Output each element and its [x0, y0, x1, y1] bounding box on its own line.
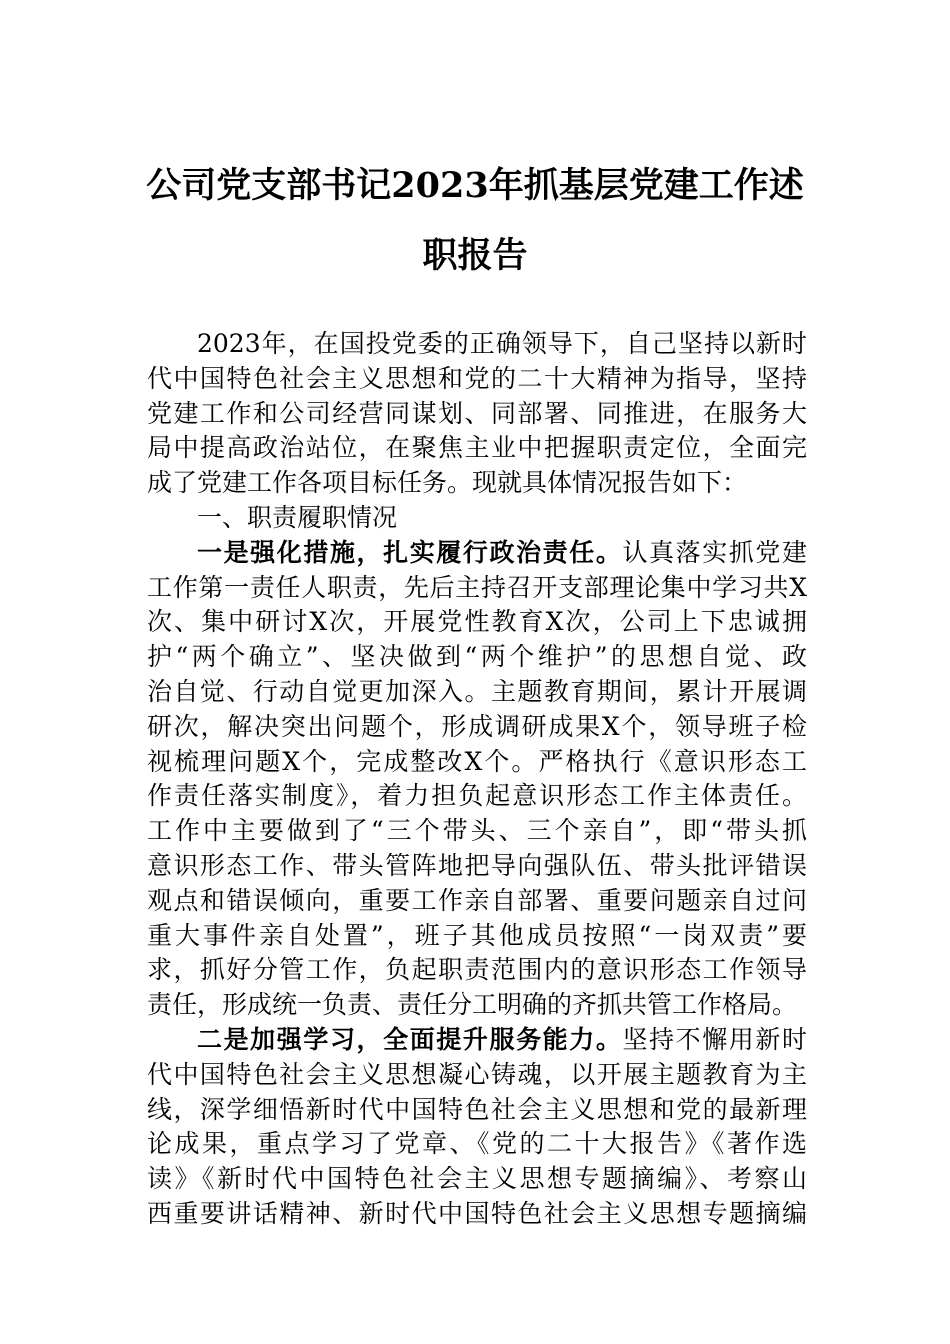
line-text: 工作中主要做到了“三个带头、三个亲自”，即“带头抓: [147, 816, 807, 846]
body-text-line: [147, 571, 807, 606]
document-body: [147, 327, 807, 1232]
body-text-line: [147, 849, 807, 884]
line-text: 研次，解决突出问题个，形成调研成果X个，领导班子检: [147, 711, 807, 741]
body-text-line: [147, 675, 807, 710]
body-text-line: [147, 1058, 807, 1093]
body-text-line: [147, 814, 807, 849]
document-title-line-2: 职报告: [422, 235, 528, 276]
body-text-line: [147, 536, 807, 571]
line-text: 读》《新时代中国特色社会主义思想专题摘编》、考察山: [147, 1164, 807, 1194]
line-text: 代中国特色社会主义思想凝心铸魂，以开展主题教育为主: [147, 1059, 807, 1089]
body-text-line: [147, 919, 807, 954]
body-text-line: [147, 1023, 807, 1058]
body-text-line: [147, 1127, 807, 1162]
body-text-line: [147, 397, 807, 432]
line-text: 代中国特色社会主义思想和党的二十大精神为指导，坚持: [147, 363, 807, 393]
line-text: 次、集中研讨X次，开展党性教育X次，公司上下忠诚拥: [147, 607, 807, 637]
line-text: 局中提高政治站位，在聚焦主业中把握职责定位，全面完: [147, 433, 807, 463]
body-text-line: [147, 884, 807, 919]
line-text: 工作第一责任人职责，先后主持召开支部理论集中学习共X: [147, 572, 807, 602]
line-text: 2023年，在国投党委的正确领导下，自己坚持以新时: [197, 329, 807, 358]
body-text-line: [147, 710, 807, 745]
line-text: 坚持不懈用新时: [622, 1024, 807, 1054]
line-text: 求，抓好分管工作，负起职责范围内的意识形态工作领导: [147, 955, 807, 985]
body-text-line: [147, 1197, 807, 1232]
body-text-line: [147, 605, 807, 640]
body-text-line: [147, 501, 807, 536]
bold-lead-phrase: 二是加强学习，全面提升服务能力。: [197, 1024, 623, 1054]
body-text-line: [147, 988, 807, 1023]
line-text: 论成果，重点学习了党章、《党的二十大报告》《著作选: [147, 1129, 807, 1159]
line-text: 作责任落实制度》，着力担负起意识形态工作主体责任。: [147, 781, 807, 811]
body-text-line: [147, 431, 807, 466]
bold-lead-phrase: 一是强化措施，扎实履行政治责任。: [197, 537, 623, 567]
body-text-line: [147, 953, 807, 988]
line-text: 视梳理问题X个，完成整改X个。严格执行《意识形态工: [147, 746, 807, 776]
body-text-line: [147, 640, 807, 675]
line-text: 线，深学细悟新时代中国特色社会主义思想和党的最新理: [147, 1094, 807, 1124]
body-text-line: [147, 1162, 807, 1197]
line-text: 护“两个确立”、坚决做到“两个维护”的思想自觉、政: [147, 642, 807, 672]
body-text-line: [147, 466, 807, 501]
document-title-line-1: 公司党支部书记2023年抓基层党建工作述: [146, 165, 804, 206]
body-text-line: [147, 779, 807, 814]
line-text: 责任，形成统一负责、责任分工明确的齐抓共管工作格局。: [147, 990, 798, 1020]
line-text: 治自觉、行动自觉更加深入。主题教育期间，累计开展调: [147, 676, 807, 706]
line-text: 一、职责履职情况: [197, 502, 398, 532]
body-text-line: [147, 745, 807, 780]
line-text: 西重要讲话精神、新时代中国特色社会主义思想专题摘编: [147, 1198, 807, 1228]
line-text: 意识形态工作、带头管阵地把导向强队伍、带头批评错误: [147, 850, 807, 880]
line-text: 成了党建工作各项目标任务。现就具体情况报告如下：: [147, 468, 748, 498]
body-text-line: [147, 1093, 807, 1128]
line-text: 观点和错误倾向，重要工作亲自部署、重要问题亲自过问: [147, 885, 807, 915]
line-text: 党建工作和公司经营同谋划、同部署、同推进，在服务大: [147, 398, 807, 428]
line-text: 重大事件亲自处置”，班子其他成员按照“一岗双责”要: [147, 920, 807, 950]
body-text-line: [147, 327, 807, 362]
body-text-line: [147, 362, 807, 397]
line-text: 认真落实抓党建: [622, 537, 807, 567]
